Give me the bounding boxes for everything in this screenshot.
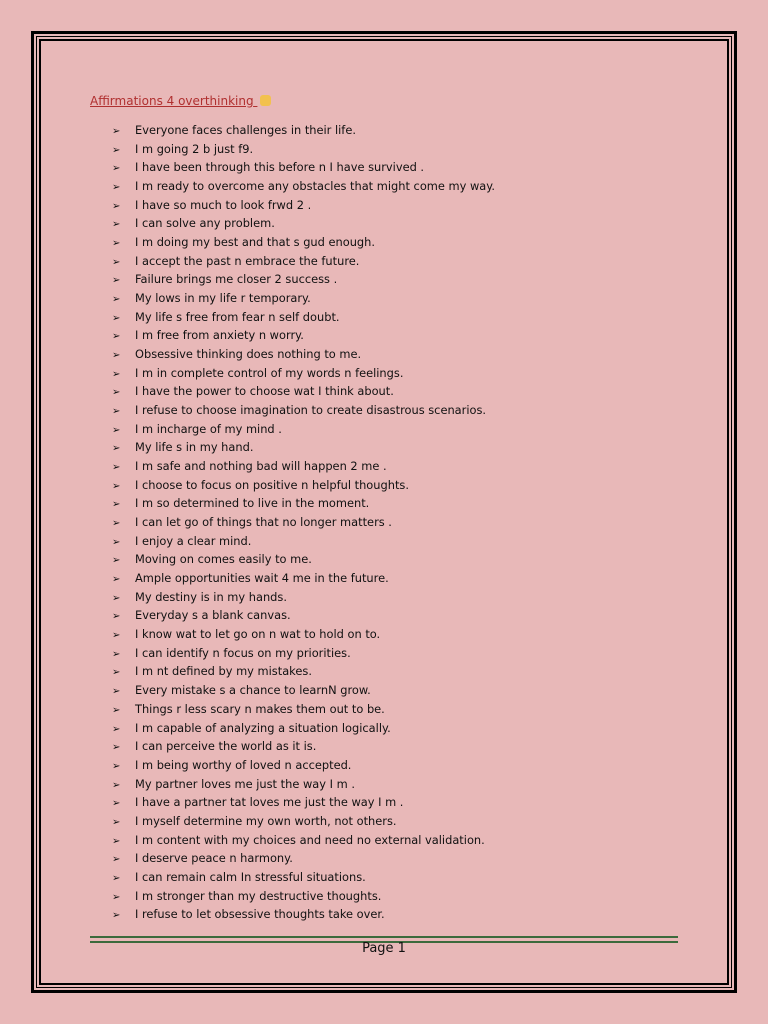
list-item bbox=[112, 719, 495, 738]
list-item bbox=[112, 121, 495, 140]
list-item bbox=[112, 569, 495, 588]
arrow-bullet-icon: ➢ bbox=[112, 835, 121, 847]
arrow-bullet-icon: ➢ bbox=[112, 163, 121, 175]
arrow-bullet-icon: ➢ bbox=[112, 182, 121, 194]
list-item bbox=[112, 382, 495, 401]
arrow-bullet-icon: ➢ bbox=[112, 443, 121, 455]
arrow-bullet-icon: ➢ bbox=[112, 854, 121, 866]
arrow-bullet-icon: ➢ bbox=[112, 779, 121, 791]
arrow-bullet-icon: ➢ bbox=[112, 910, 121, 922]
list-item-text: I m free from anxiety n worry. bbox=[135, 328, 304, 343]
arrow-bullet-icon: ➢ bbox=[112, 368, 121, 380]
list-item-text: I refuse to let obsessive thoughts take over. bbox=[135, 907, 385, 922]
arrow-bullet-icon: ➢ bbox=[112, 312, 121, 324]
list-item-text: I m safe and nothing bad will happen 2 me . bbox=[135, 459, 387, 474]
arrow-bullet-icon: ➢ bbox=[112, 630, 121, 642]
arrow-bullet-icon: ➢ bbox=[112, 555, 121, 567]
list-item bbox=[112, 775, 495, 794]
arrow-bullet-icon: ➢ bbox=[112, 667, 121, 679]
list-item-text: I have a partner tat loves me just the way I m . bbox=[135, 795, 404, 810]
arrow-bullet-icon: ➢ bbox=[112, 331, 121, 343]
list-item-text: I m going 2 b just f9. bbox=[135, 141, 254, 156]
arrow-bullet-icon: ➢ bbox=[112, 462, 121, 474]
arrow-bullet-icon: ➢ bbox=[112, 126, 121, 137]
arrow-bullet-icon: ➢ bbox=[112, 238, 121, 250]
list-item-text: I m doing my best and that s gud enough. bbox=[135, 235, 375, 250]
list-item-text: I m content with my choices and need no external validation. bbox=[135, 832, 485, 847]
list-item bbox=[112, 252, 495, 271]
list-item bbox=[112, 756, 495, 775]
list-item-text: I m capable of analyzing a situation logically. bbox=[135, 720, 391, 735]
arrow-bullet-icon: ➢ bbox=[112, 536, 121, 548]
list-item bbox=[112, 289, 495, 308]
list-item-text: I deserve peace n harmony. bbox=[135, 851, 293, 866]
list-item bbox=[112, 662, 495, 681]
list-item bbox=[112, 532, 495, 551]
list-item-text: Ample opportunities wait 4 me in the future. bbox=[135, 571, 389, 586]
arrow-bullet-icon: ➢ bbox=[112, 406, 121, 418]
list-item bbox=[112, 420, 495, 439]
list-item-text: Moving on comes easily to me. bbox=[135, 552, 312, 567]
arrow-bullet-icon: ➢ bbox=[112, 275, 121, 287]
arrow-bullet-icon: ➢ bbox=[112, 424, 121, 436]
document-title bbox=[90, 94, 271, 108]
list-item-text: I refuse to choose imagination to create disastrous scenarios. bbox=[135, 403, 487, 418]
list-item-text: Everyone faces challenges in their life. bbox=[135, 123, 356, 137]
list-item-text: I m stronger than my destructive thoughts. bbox=[135, 888, 382, 903]
arrow-bullet-icon: ➢ bbox=[112, 592, 121, 604]
list-item-text: I can solve any problem. bbox=[135, 216, 275, 231]
list-item bbox=[112, 326, 495, 345]
list-item bbox=[112, 831, 495, 850]
list-item-text: Every mistake s a chance to learnN grow. bbox=[135, 683, 371, 698]
list-item-text: I accept the past n embrace the future. bbox=[135, 253, 360, 268]
list-item-text: I can let go of things that no longer matters . bbox=[135, 515, 392, 530]
list-item-text: I m being worthy of loved n accepted. bbox=[135, 757, 352, 772]
list-item-text: I choose to focus on positive n helpful thoughts. bbox=[135, 477, 409, 492]
list-item-text: My partner loves me just the way I m . bbox=[135, 776, 355, 791]
list-item-text: Everyday s a blank canvas. bbox=[135, 608, 291, 623]
list-item bbox=[112, 177, 495, 196]
arrow-bullet-icon: ➢ bbox=[112, 872, 121, 884]
arrow-bullet-icon: ➢ bbox=[112, 648, 121, 660]
list-item bbox=[112, 308, 495, 327]
list-item-text: Failure brings me closer 2 success . bbox=[135, 272, 338, 287]
list-item bbox=[112, 550, 495, 569]
list-item bbox=[112, 625, 495, 644]
list-item-text: I can perceive the world as it is. bbox=[135, 739, 317, 754]
list-item bbox=[112, 700, 495, 719]
arrow-bullet-icon: ➢ bbox=[112, 723, 121, 735]
list-item bbox=[112, 196, 495, 215]
arrow-bullet-icon: ➢ bbox=[112, 891, 121, 903]
list-item-text: I m ready to overcome any obstacles that might come my way. bbox=[135, 179, 495, 194]
arrow-bullet-icon: ➢ bbox=[112, 200, 121, 212]
list-item bbox=[112, 737, 495, 756]
list-item-text: Obsessive thinking does nothing to me. bbox=[135, 347, 362, 362]
list-item-text: I enjoy a clear mind. bbox=[135, 533, 252, 548]
arrow-bullet-icon: ➢ bbox=[112, 816, 121, 828]
list-item bbox=[112, 364, 495, 383]
list-item-text: I can remain calm In stressful situations. bbox=[135, 869, 366, 884]
list-item bbox=[112, 849, 495, 868]
list-item bbox=[112, 681, 495, 700]
list-item bbox=[112, 476, 495, 495]
arrow-bullet-icon: ➢ bbox=[112, 686, 121, 698]
list-item-text: My life s in my hand. bbox=[135, 440, 254, 455]
arrow-bullet-icon: ➢ bbox=[112, 294, 121, 306]
list-item-text: Things r less scary n makes them out to be. bbox=[135, 701, 385, 716]
list-item-text: I m nt defined by my mistakes. bbox=[135, 664, 312, 679]
list-item-text: I have been through this before n I have survived . bbox=[135, 160, 425, 175]
list-item-text: My destiny is in my hands. bbox=[135, 589, 287, 604]
list-item bbox=[112, 588, 495, 607]
list-item bbox=[112, 270, 495, 289]
arrow-bullet-icon: ➢ bbox=[112, 480, 121, 492]
arrow-bullet-icon: ➢ bbox=[112, 144, 121, 156]
list-item bbox=[112, 401, 495, 420]
list-item bbox=[112, 606, 495, 625]
list-item bbox=[112, 644, 495, 663]
list-item bbox=[112, 494, 495, 513]
list-item bbox=[112, 457, 495, 476]
list-item-text: I have the power to choose wat I think about. bbox=[135, 384, 394, 399]
list-item-text: I m so determined to live in the moment. bbox=[135, 496, 370, 511]
arrow-bullet-icon: ➢ bbox=[112, 742, 121, 754]
list-item bbox=[112, 140, 495, 159]
list-item-text: I know wat to let go on n wat to hold on to. bbox=[135, 627, 381, 642]
arrow-bullet-icon: ➢ bbox=[112, 704, 121, 716]
list-item-text: My lows in my life r temporary. bbox=[135, 291, 311, 306]
list-item-text: I can identify n focus on my priorities. bbox=[135, 645, 351, 660]
list-item bbox=[112, 233, 495, 252]
arrow-bullet-icon: ➢ bbox=[112, 350, 121, 362]
arrow-bullet-icon: ➢ bbox=[112, 219, 121, 231]
list-item bbox=[112, 158, 495, 177]
document-title-text: Affirmations 4 overthinking bbox=[90, 94, 254, 108]
gold-emoji-icon bbox=[260, 95, 271, 106]
list-item-text: I m incharge of my mind . bbox=[135, 421, 282, 436]
arrow-bullet-icon: ➢ bbox=[112, 256, 121, 268]
list-item-text: I have so much to look frwd 2 . bbox=[135, 197, 312, 212]
arrow-bullet-icon: ➢ bbox=[112, 611, 121, 623]
list-item bbox=[112, 905, 495, 924]
list-item bbox=[112, 345, 495, 364]
list-item-text: I myself determine my own worth, not others. bbox=[135, 813, 397, 828]
page-number: Page 1 bbox=[362, 941, 406, 956]
arrow-bullet-icon: ➢ bbox=[112, 387, 121, 399]
list-item bbox=[112, 793, 495, 812]
arrow-bullet-icon: ➢ bbox=[112, 518, 121, 530]
list-item bbox=[112, 438, 495, 457]
list-item bbox=[112, 887, 495, 906]
list-item bbox=[112, 214, 495, 233]
affirmation-list bbox=[112, 121, 495, 924]
list-item bbox=[112, 812, 495, 831]
list-item bbox=[112, 868, 495, 887]
arrow-bullet-icon: ➢ bbox=[112, 798, 121, 810]
arrow-bullet-icon: ➢ bbox=[112, 574, 121, 586]
list-item bbox=[112, 513, 495, 532]
arrow-bullet-icon: ➢ bbox=[112, 760, 121, 772]
list-item-text: My life s free from fear n self doubt. bbox=[135, 309, 340, 324]
arrow-bullet-icon: ➢ bbox=[112, 499, 121, 511]
list-item-text: I m in complete control of my words n feelings. bbox=[135, 365, 404, 380]
